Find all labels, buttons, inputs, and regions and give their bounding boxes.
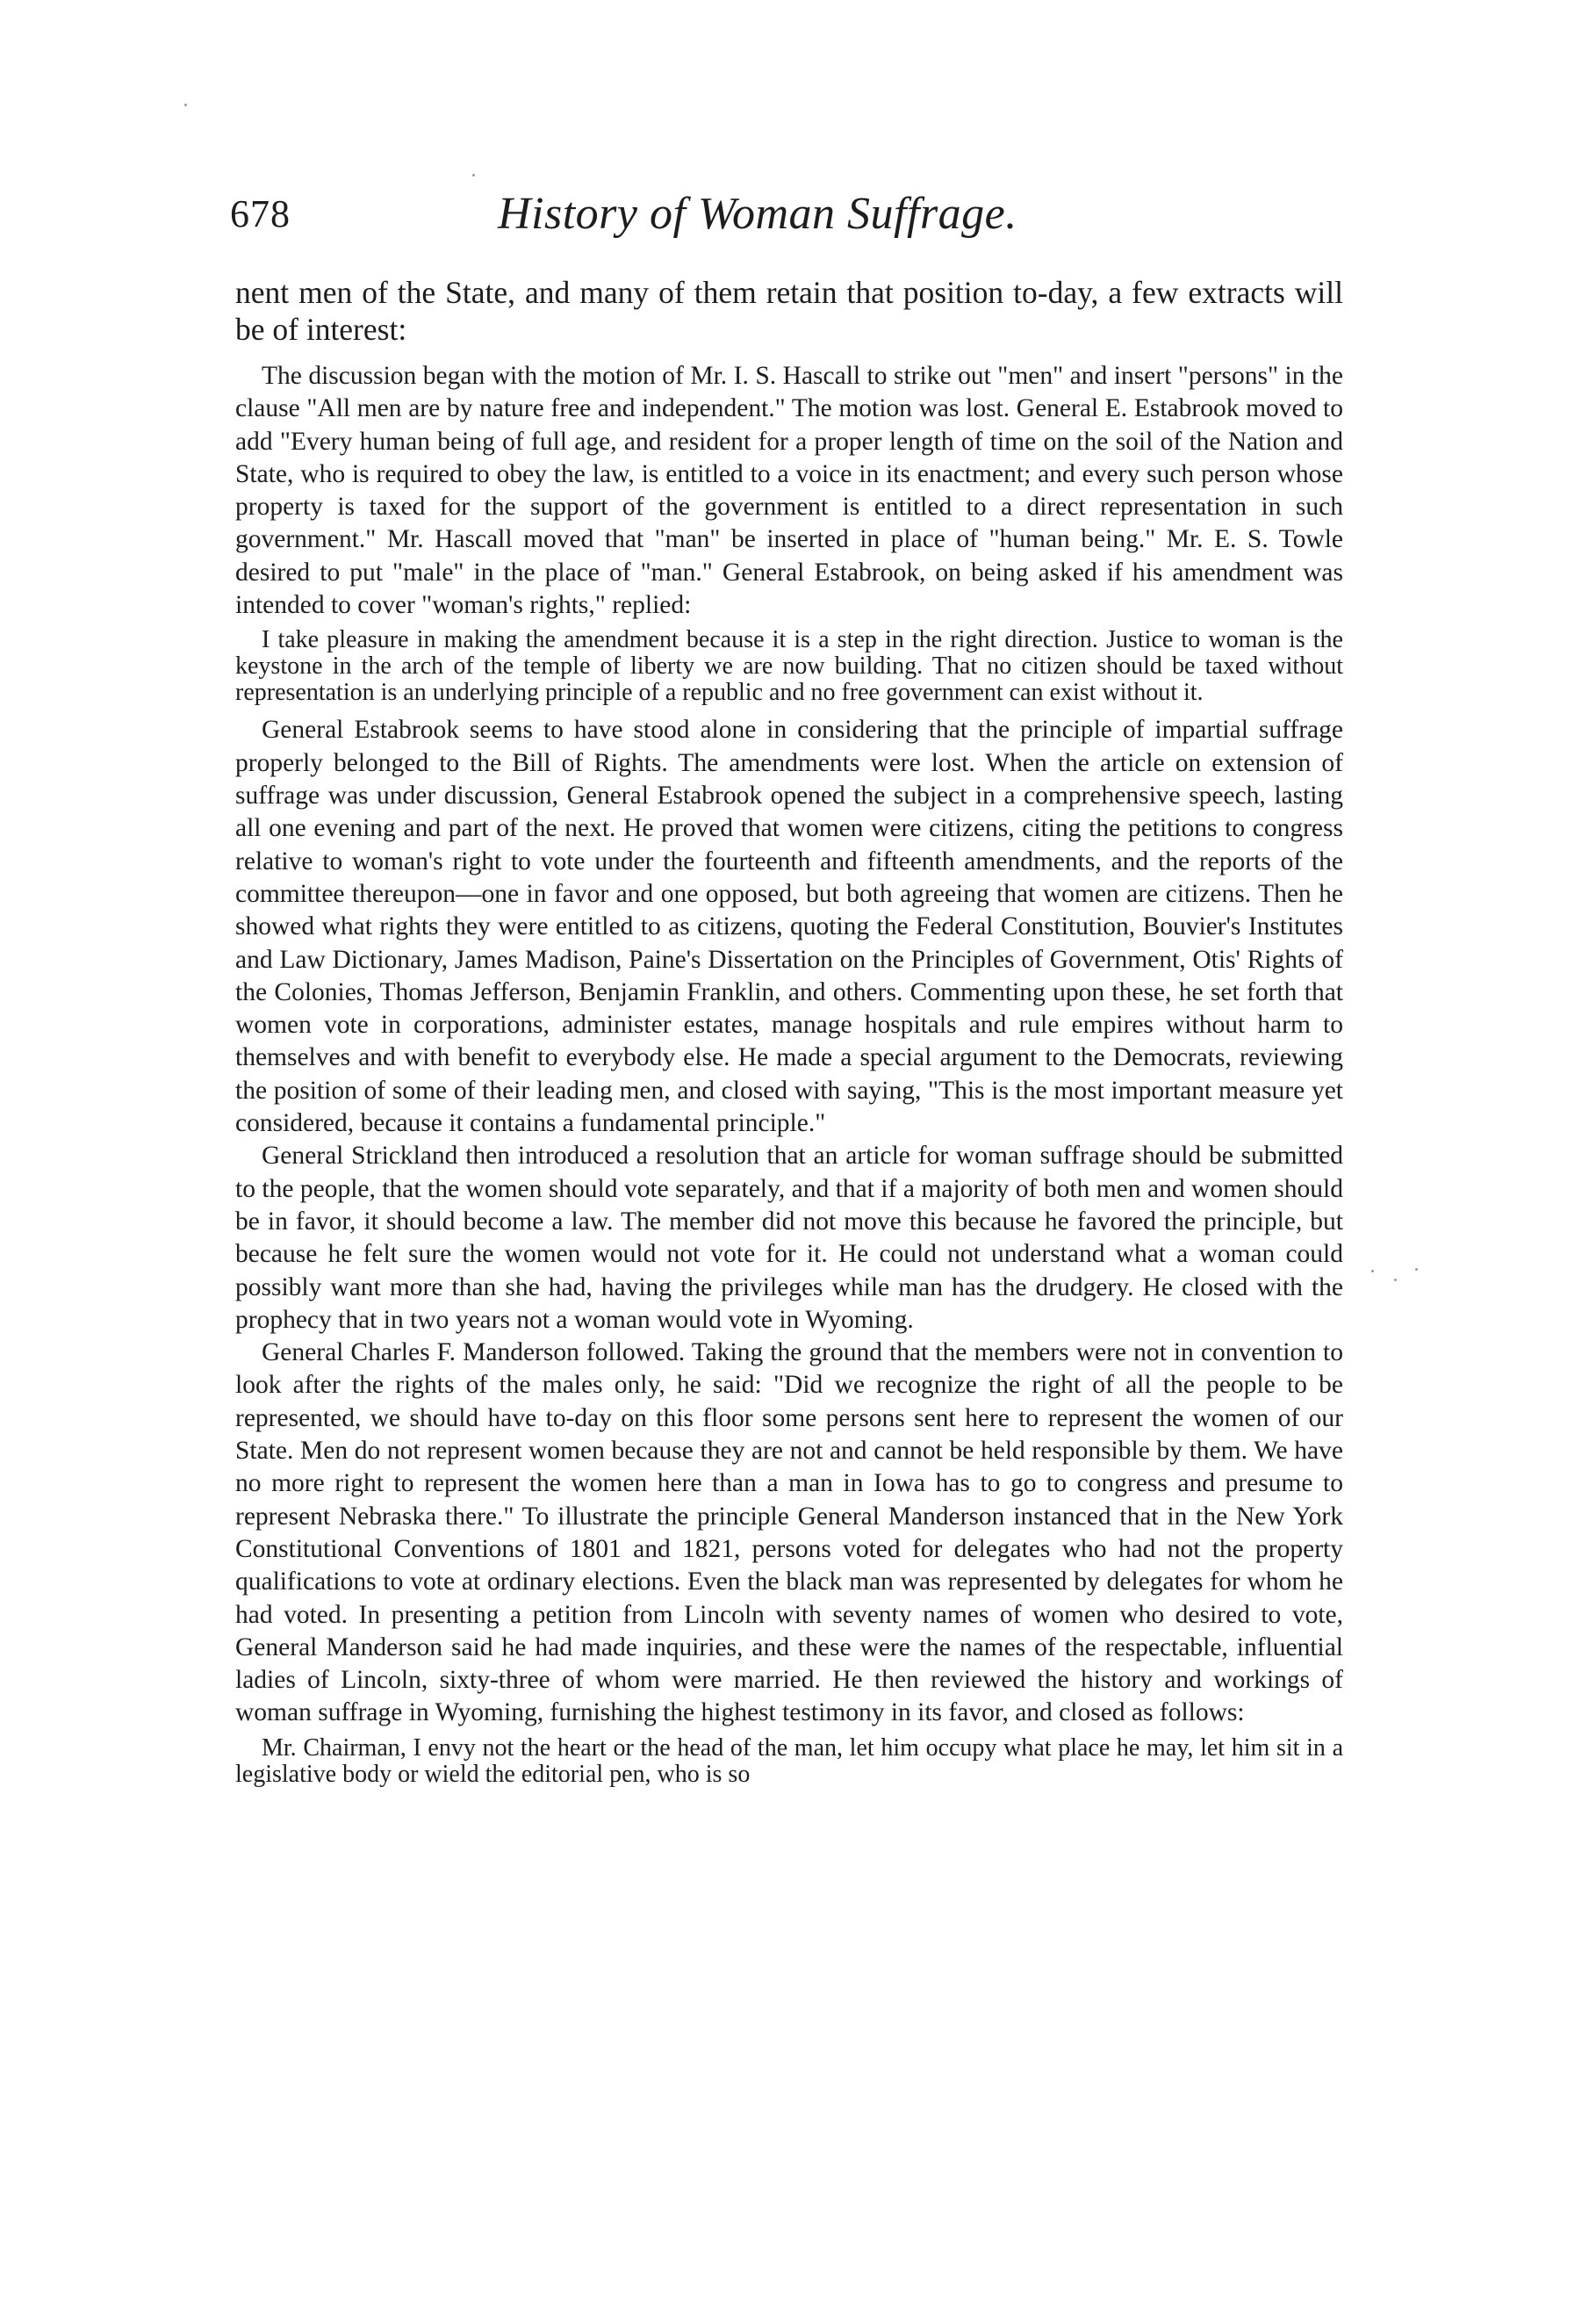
scan-speck [472, 174, 475, 177]
paragraph-discussion: The discussion began with the motion of Mr. I. S. Hascall to strike out "men" and insert "persons" in the clause "All men are by nature free and independent." The motion was lost. General E. Estabrook moved to add "Every human being of full age, and resident for a proper length of time on the soil of the Nation and State, who is required to obey the law, is entitled to a voice in its enactment; and every such person whose property is taxed for the support of the government is entitled to a direct representation in such government." Mr. Hascall moved that "man" be inserted in place of "human being." Mr. E. S. Towle desired to put "male" in the place of "man." General Estabrook, on being asked if his amendment was intended to cover "woman's rights," replied: [235, 362, 1343, 620]
quote-manderson: Mr. Chairman, I envy not the heart or the head of the man, let him occupy what place he may, let him sit in a legislative body or wield the editorial pen, who is so [235, 1733, 1343, 1788]
paragraph-estabrook: General Estabrook seems to have stood alone in considering that the principle of impartial suffrage properly belonged to the Bill of Rights. The amendments were lost. When the article on extension of suffrage was under discussion, General Estabrook opened the subject in a comprehensive speech, lasting all one evening and part of the next. He proved that women were citizens, citing the petitions to congress relative to woman's right to vote under the fourteenth and fifteenth amendments, and the reports of the committee thereupon—one in favor and one opposed, but both agreeing that women are citizens. Then he showed what rights they were entitled to as citizens, quoting the Federal Constitution, Bouvier's Institutes and Law Dictionary, James Madison, Paine's Dissertation on the Principles of Government, Otis' Rights of the Colonies, Thomas Jefferson, Benjamin Franklin, and others. Commenting upon these, he set forth that women vote in corporations, administer estates, manage hospitals and rule empires without harm to themselves and with benefit to everybody else. He made a special argument to the Democrats, reviewing the position of some of their leading men, and closed with saying, "This is the most important measure yet considered, because it contains a fundamental principle." [235, 716, 1343, 1138]
scan-speck [184, 104, 187, 106]
quote-estabrook: I take pleasure in making the amendment because it is a step in the right direction. Justice to woman is the keystone in the arch of the temple of liberty we are now building. That no citizen should be taxed without representation is an underlying principle of a republic and no free government can exist without it. [235, 626, 1343, 706]
scan-speck [1394, 1279, 1397, 1281]
scan-speck [1371, 1270, 1374, 1272]
running-title: History of Woman Suffrage. [498, 189, 1017, 239]
page-number: 678 [230, 192, 291, 235]
page-header [230, 191, 1354, 253]
paragraph-manderson: General Charles F. Manderson followed. Taking the ground that the members were not in convention to look after the rights of the males only, he said: "Did we recognize the right of all the people to be represented, we should have to-day on this floor some persons sent here to represent the women of our State. Men do not represent women because they are not and cannot be held responsible by them. We have no more right to represent the women here than a man in Iowa has to go to congress and presume to represent Nebraska there." To illustrate the principle General Manderson instanced that in the New York Constitutional Conventions of 1801 and 1821, persons voted for delegates who had not the property qualifications to vote at ordinary elections. Even the black man was represented by delegates for whom he had voted. In presenting a petition from Lincoln with seventy names of women who desired to vote, General Manderson said he had made inquiries, and these were the names of the respectable, influential ladies of Lincoln, sixty-three of whom were married. He then reviewed the history and workings of woman suffrage in Wyoming, furnishing the highest testimony in its favor, and closed as follows: [235, 1338, 1343, 1727]
body-text [235, 360, 1343, 1788]
scan-speck [1415, 1268, 1418, 1271]
lead-paragraph: nent men of the State, and many of them retain that position to-day, a few extracts will be of interest: [235, 275, 1343, 347]
paragraph-strickland: General Strickland then introduced a resolution that an article for woman suffrage should be submitted to the people, that the women should vote separately, and that if a majority of both men and women should be in favor, it should become a law. The member did not move this because he favored the principle, but because he felt sure the women would not vote for it. He could not understand what a woman could possibly want more than she had, having the privileges while man has the drudgery. He closed with the prophecy that in two years not a woman would vote in Wyoming. [235, 1142, 1343, 1334]
